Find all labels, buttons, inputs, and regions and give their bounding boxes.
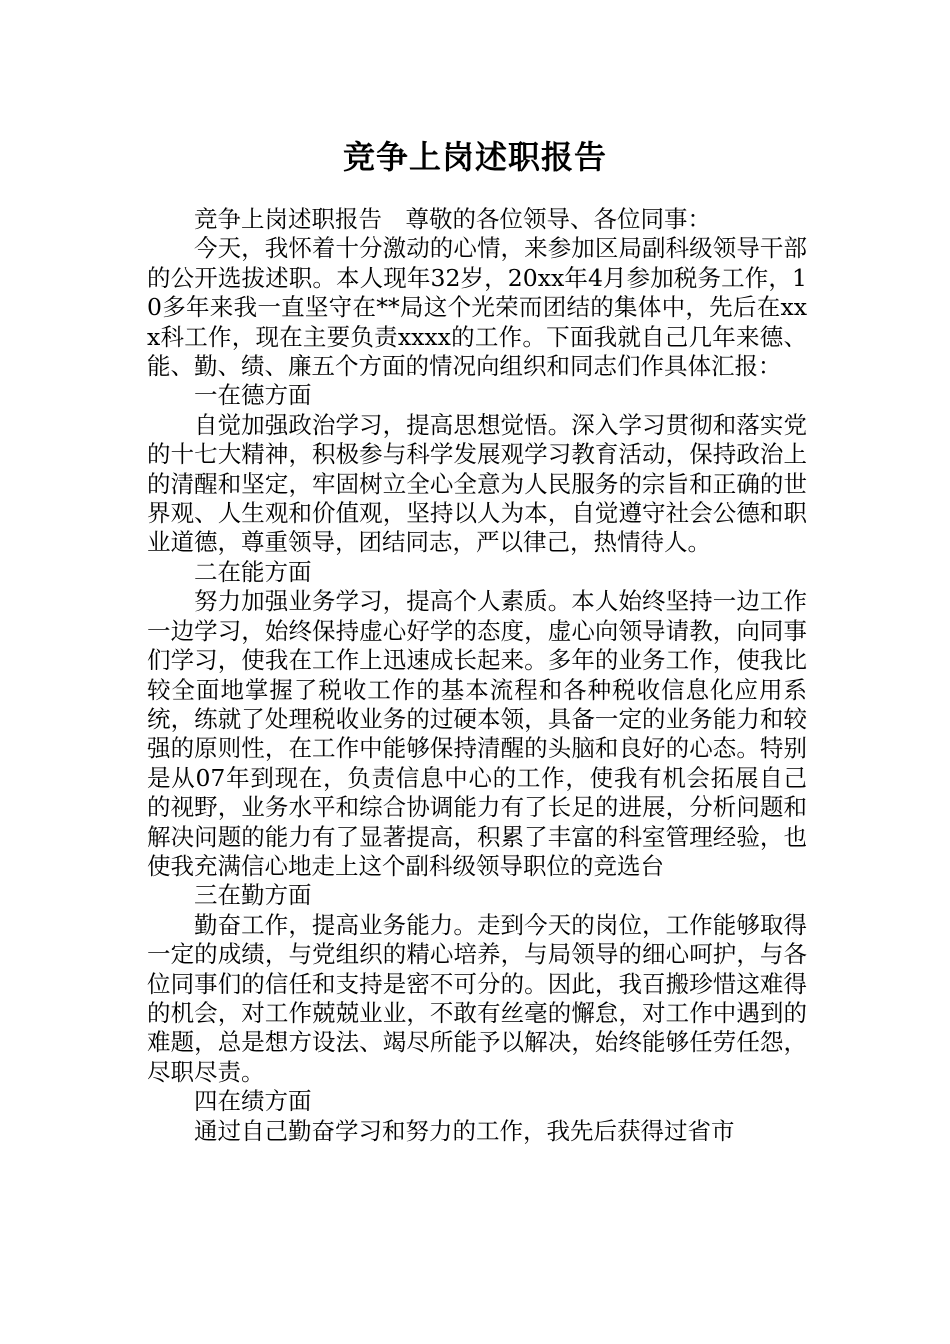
- section-heading-ji: 四在绩方面: [194, 1087, 312, 1116]
- section-heading-qin: 三在勤方面: [194, 881, 312, 910]
- section-heading-neng: 二在能方面: [194, 557, 312, 586]
- intro-paragraph: 今天，我怀着十分激动的心情，来参加区局副科级领导干部的公开选拔述职。本人现年32岁，20xx年4月参加税务工作，10多年来我一直坚守在**局这个光荣而团结的集体中，先后在xxx科工作，现在主要负责xxxx的工作。下面我就自己几年来德、能、勤、绩、廉五个方面的情况向组织和同志们作具体汇报：: [147, 234, 807, 381]
- document-title: 竞争上岗述职报告: [342, 138, 607, 176]
- document-body: [147, 205, 807, 1146]
- section-heading-de: 一在德方面: [194, 381, 312, 410]
- section-paragraph-neng: 努力加强业务学习，提高个人素质。本人始终坚持一边工作一边学习，始终保持虚心好学的态度，虚心向领导请教，向同事们学习，使我在工作上迅速成长起来。多年的业务工作，使我比较全面地掌握了税收工作的基本流程和各种税收信息化应用系统，练就了处理税收业务的过硬本领，具备一定的业务能力和较强的原则性，在工作中能够保持清醒的头脑和良好的心态。特别是从07年到现在，负责信息中心的工作，使我有机会拓展自己的视野，业务水平和综合协调能力有了长足的进展，分析问题和解决问题的能力有了显著提高，积累了丰富的科室管理经验，也使我充满信心地走上这个副科级领导职位的竞选台: [147, 587, 807, 880]
- section-paragraph-qin: 勤奋工作，提高业务能力。走到今天的岗位，工作能够取得一定的成绩，与党组织的精心培养，与局领导的细心呵护，与各位同事们的信任和支持是密不可分的。因此，我百搬珍惜这难得的机会，对工作兢兢业业，不敢有丝毫的懈怠，对工作中遇到的难题，总是想方设法、竭尽所能予以解决，始终能够任劳任怨，尽职尽责。: [147, 910, 807, 1086]
- section-paragraph-ji: 通过自己勤奋学习和努力的工作，我先后获得过省市: [194, 1116, 735, 1145]
- salutation-paragraph: 竞争上岗述职报告 尊敬的各位领导、各位同事：: [194, 205, 711, 233]
- section-paragraph-de: 自觉加强政治学习，提高思想觉悟。深入学习贯彻和落实党的十七大精神，积极参与科学发展观学习教育活动，保持政治上的清醒和坚定，牢固树立全心全意为人民服务的宗旨和正确的世界观、人生观和价值观，坚持以人为本，自觉遵守社会公德和职业道德，尊重领导，团结同志，严以律己，热情待人。: [147, 410, 807, 557]
